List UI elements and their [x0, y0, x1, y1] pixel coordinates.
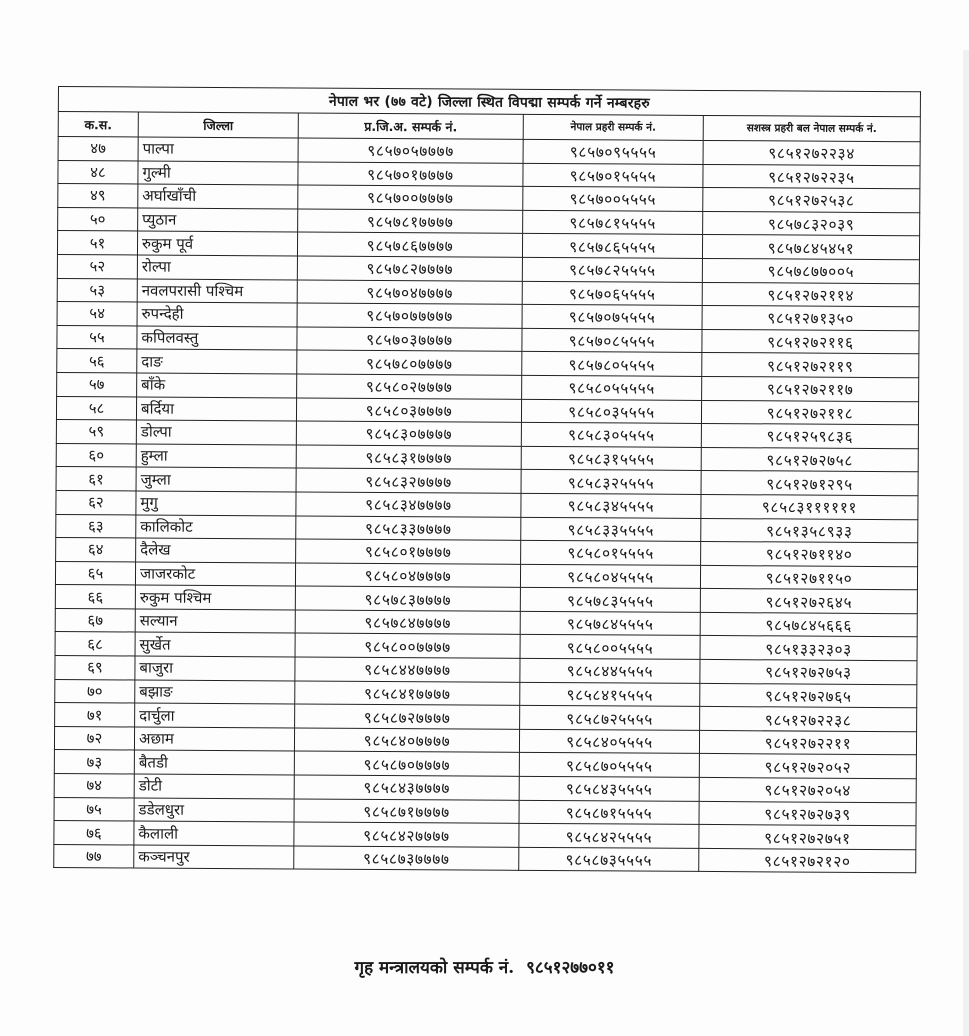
serial-cell: ७७ [54, 844, 134, 868]
serial-cell: ४८ [58, 160, 138, 184]
apf-contact-cell: ९८५१२७२५३८ [703, 188, 920, 213]
table-title: नेपाल भर (७७ वटे) जिल्ला स्थित विपद्मा सम्पर्क गर्ने नम्बरहरु [58, 87, 920, 117]
serial-cell: ५९ [56, 420, 136, 444]
footer-number: ९८५१२७७०११ [526, 958, 615, 978]
police-contact-cell: ९८५७८४५५५५ [520, 611, 700, 636]
serial-cell: ६१ [56, 467, 136, 491]
district-cell: दैलेख [136, 538, 296, 563]
district-cell: जुम्ला [136, 467, 296, 492]
footer-label: गृह मन्त्रालयको सम्पर्क नं. [354, 958, 515, 978]
serial-cell: ५६ [57, 349, 137, 373]
serial-cell: ५८ [56, 396, 136, 420]
cdo-contact-cell: ९८५७८६७७७७ [297, 232, 522, 257]
col-header-serial: क.स. [58, 112, 138, 137]
police-contact-cell: ९८५७८२५५५५ [522, 257, 702, 282]
district-cell: गुल्मी [138, 161, 298, 186]
district-cell: रुकुम पश्चिम [135, 585, 295, 610]
cdo-contact-cell: ९८५८४२७७७७ [294, 822, 519, 847]
police-contact-cell: ९८५७८६५५५५ [522, 234, 702, 259]
district-cell: डोटी [134, 774, 294, 799]
police-contact-cell: ९८५८७३५५५५ [519, 847, 699, 872]
apf-contact-cell: ९८५१३३२३०३ [700, 636, 917, 661]
police-contact-cell: ९८५८३०५५५५ [521, 422, 701, 447]
district-cell: कैलाली [134, 821, 294, 846]
apf-contact-cell: ९८५१२७१२९५ [701, 471, 918, 496]
apf-contact-cell: ९८५१२७२११८ [701, 400, 918, 425]
apf-contact-cell: ९८५१२७२०५२ [699, 754, 916, 779]
district-cell: दाङ [137, 349, 297, 374]
apf-contact-cell: ९८५१२७२७३९ [699, 801, 916, 826]
col-header-cdo-contact: प्र.जि.अ. सम्पर्क नं. [298, 113, 523, 139]
serial-cell: ७२ [54, 726, 134, 750]
cdo-contact-cell: ९८५८७२७७७७ [295, 704, 520, 729]
police-contact-cell: ९८५७८१५५५५ [523, 210, 703, 235]
police-contact-cell: ९८५८३२५५५५ [521, 470, 701, 495]
apf-contact-cell: ९८५७८७७००५ [702, 258, 919, 283]
serial-cell: ६२ [56, 490, 136, 514]
contact-table-sheet [53, 86, 920, 874]
district-cell: रुपन्देही [137, 302, 297, 327]
district-cell: सुर्खेत [135, 632, 295, 657]
cdo-contact-cell: ९८५८३०७७७७ [296, 421, 521, 446]
apf-contact-cell: ९८५१२७२११७ [702, 376, 919, 401]
serial-cell: ६७ [55, 608, 135, 632]
police-contact-cell: ९८५८०४५५५५ [520, 564, 700, 589]
district-cell: जाजरकोट [135, 562, 295, 587]
district-cell: मुगु [136, 491, 296, 516]
serial-cell: ५४ [57, 302, 137, 326]
cdo-contact-cell: ९८५८४०७७७७ [294, 728, 519, 753]
district-cell: दार्चुला [135, 703, 295, 728]
col-header-apf-contact: सशस्त्र प्रहरी बल नेपाल सम्पर्क नं. [703, 115, 920, 141]
serial-cell: ६८ [55, 632, 135, 656]
serial-cell: ५७ [57, 372, 137, 396]
apf-contact-cell: ९८५१२७२१२० [699, 848, 916, 873]
police-contact-cell: ९८५८०५५५५५ [522, 375, 702, 400]
serial-cell: ६३ [56, 514, 136, 538]
district-cell: अर्घाखाँची [138, 184, 298, 209]
police-contact-cell: ९८५८७१५५५५ [519, 800, 699, 825]
apf-contact-cell: ९८५१२७२२३४ [703, 140, 920, 165]
apf-contact-cell: ९८५१२५९८३६ [701, 424, 918, 449]
cdo-contact-cell: ९८५८०३७७७७ [296, 397, 521, 422]
police-contact-cell: ९८५८४४५५५५ [520, 658, 700, 683]
serial-cell: ५२ [57, 254, 137, 278]
serial-cell: ७० [55, 679, 135, 703]
district-cell: बैतडी [134, 750, 294, 775]
district-contact-table [53, 86, 921, 874]
cdo-contact-cell: ९८५७०१७७७७ [298, 162, 523, 187]
district-cell: कञ्चनपुर [134, 845, 294, 870]
district-cell: बझाङ [135, 680, 295, 705]
serial-cell: ७३ [54, 750, 134, 774]
district-cell: बाजुरा [135, 656, 295, 681]
cdo-contact-cell: ९८५८४४७७७७ [295, 657, 520, 682]
apf-contact-cell: ९८५१२७१३५० [702, 306, 919, 331]
police-contact-cell: ९८५७०६५५५५ [522, 281, 702, 306]
serial-cell: ५३ [57, 278, 137, 302]
apf-contact-cell: ९८५१२७२२३५ [703, 164, 920, 189]
apf-contact-cell: ९८५१२७२११४ [702, 282, 919, 307]
apf-contact-cell: ९८५७८४५६६६ [700, 612, 917, 637]
cdo-contact-cell: ९८५८४१७७७७ [295, 681, 520, 706]
police-contact-cell: ९८५७८०५५५५ [522, 352, 702, 377]
cdo-contact-cell: ९८५७८१७७७७ [298, 209, 523, 234]
cdo-contact-cell: ९८५८३४७७७७ [296, 492, 521, 517]
cdo-contact-cell: ९८५८३२७७७७ [296, 468, 521, 493]
serial-cell: ६५ [55, 561, 135, 585]
col-header-district: जिल्ला [138, 112, 298, 138]
district-cell: रोल्पा [137, 255, 297, 280]
police-contact-cell: ९८५७०७५५५५ [522, 304, 702, 329]
apf-contact-cell: ९८५१२७२६४५ [700, 589, 917, 614]
cdo-contact-cell: ९८५७०५७७७७ [298, 138, 523, 163]
home-ministry-contact [0, 955, 969, 978]
cdo-contact-cell: ९८५७८३७७७७ [295, 586, 520, 611]
police-contact-cell: ९८५७०९५५५५ [523, 139, 703, 164]
cdo-contact-cell: ९८५७०३७७७७ [297, 327, 522, 352]
police-contact-cell: ९८५८७०५५५५ [519, 753, 699, 778]
cdo-contact-cell: ९८५७००७७७७ [298, 185, 523, 210]
apf-contact-cell: ९८५१२७२७५१ [699, 825, 916, 850]
cdo-contact-cell: ९८५८७३७७७७ [294, 846, 519, 871]
district-cell: डडेलधुरा [134, 798, 294, 823]
cdo-contact-cell: ९८५८०४७७७७ [295, 563, 520, 588]
cdo-contact-cell: ९८५७८४७७७७ [295, 610, 520, 635]
district-cell: अछाम [134, 727, 294, 752]
cdo-contact-cell: ९८५७८२७७७७ [297, 256, 522, 281]
police-contact-cell: ९८५८३३५५५५ [521, 517, 701, 542]
serial-cell: ६९ [55, 656, 135, 680]
apf-contact-cell: ९८५१२७२७५३ [700, 659, 917, 684]
apf-contact-cell: ९८५७८३२०३९ [703, 211, 920, 236]
district-cell: प्युठान [138, 208, 298, 233]
cdo-contact-cell: ९८५८४३७७७७ [294, 775, 519, 800]
serial-cell: ४७ [58, 137, 138, 161]
page-edge-shadow [963, 50, 969, 1036]
police-contact-cell: ९८५७००५५५५ [523, 187, 703, 212]
police-contact-cell: ९८५८४२५५५५ [519, 824, 699, 849]
cdo-contact-cell: ९८५८७१७७७७ [294, 799, 519, 824]
serial-cell: ६४ [56, 538, 136, 562]
cdo-contact-cell: ९८५८३१७७७७ [296, 445, 521, 470]
apf-contact-cell: ९८५१२७२७६५ [700, 683, 917, 708]
police-contact-cell: ९८५८७२५५५५ [520, 706, 700, 731]
apf-contact-cell: ९८५१२७२११९ [702, 353, 919, 378]
cdo-contact-cell: ९८५८३३७७७७ [296, 515, 521, 540]
apf-contact-cell: ९८५१२७११४० [701, 542, 918, 567]
police-contact-cell: ९८५८०१५५५५ [521, 540, 701, 565]
serial-cell: ७६ [54, 821, 134, 845]
apf-contact-cell: ९८५१२७२२३८ [700, 707, 917, 732]
serial-cell: ४९ [58, 184, 138, 208]
cdo-contact-cell: ९८५८७०७७७७ [294, 751, 519, 776]
police-contact-cell: ९८५७०८५५५५ [522, 328, 702, 353]
district-cell: हुम्ला [136, 444, 296, 469]
serial-cell: ५० [58, 207, 138, 231]
serial-cell: ७१ [55, 703, 135, 727]
apf-contact-cell: ९८५८३११११११ [701, 494, 918, 519]
apf-contact-cell: ९८५७८४५४५१ [702, 235, 919, 260]
apf-contact-cell: ९८५१२७२०५४ [699, 777, 916, 802]
police-contact-cell: ९८५७८३५५५५ [520, 588, 700, 613]
police-contact-cell: ९८५७०१५५५५ [523, 163, 703, 188]
district-cell: पाल्पा [138, 137, 298, 162]
district-cell: बर्दिया [136, 397, 296, 422]
serial-cell: ६६ [55, 585, 135, 609]
cdo-contact-cell: ९८५७०४७७७७ [297, 280, 522, 305]
police-contact-cell: ९८५८०३५५५५ [521, 399, 701, 424]
cdo-contact-cell: ९८५७०७७७७७ [297, 303, 522, 328]
serial-cell: ५१ [57, 231, 137, 255]
district-cell: कालिकोट [136, 514, 296, 539]
serial-cell: ७५ [54, 797, 134, 821]
apf-contact-cell: ९८५१२७२७५८ [701, 447, 918, 472]
cdo-contact-cell: ९८५८००७७७७ [295, 633, 520, 658]
district-cell: नवलपरासी पश्चिम [137, 279, 297, 304]
district-cell: डोल्पा [136, 420, 296, 445]
serial-cell: ५५ [57, 325, 137, 349]
cdo-contact-cell: ९८५८०१७७७७ [296, 539, 521, 564]
table-row [54, 844, 916, 873]
apf-contact-cell: ९८५१२७११५० [700, 565, 917, 590]
police-contact-cell: ९८५८३४५५५५ [521, 493, 701, 518]
police-contact-cell: ९८५८००५५५५ [520, 635, 700, 660]
district-cell: बाँके [137, 373, 297, 398]
district-cell: सल्यान [135, 609, 295, 634]
cdo-contact-cell: ९८५८०२७७७७ [297, 374, 522, 399]
cdo-contact-cell: ९८५७८०७७७७ [297, 350, 522, 375]
apf-contact-cell: ९८५१२७२२११ [699, 730, 916, 755]
serial-cell: ६० [56, 443, 136, 467]
col-header-police-contact: नेपाल प्रहरी सम्पर्क नं. [523, 114, 703, 140]
police-contact-cell: ९८५८४१५५५५ [520, 682, 700, 707]
serial-cell: ७४ [54, 774, 134, 798]
apf-contact-cell: ९८५१२७२११६ [702, 329, 919, 354]
district-cell: कपिलवस्तु [137, 326, 297, 351]
police-contact-cell: ९८५८४०५५५५ [519, 729, 699, 754]
apf-contact-cell: ९८५१३५८९३३ [701, 518, 918, 543]
police-contact-cell: ९८५८३१५५५५ [521, 446, 701, 471]
district-cell: रुकुम पूर्व [137, 231, 297, 256]
police-contact-cell: ९८५८४३५५५५ [519, 776, 699, 801]
